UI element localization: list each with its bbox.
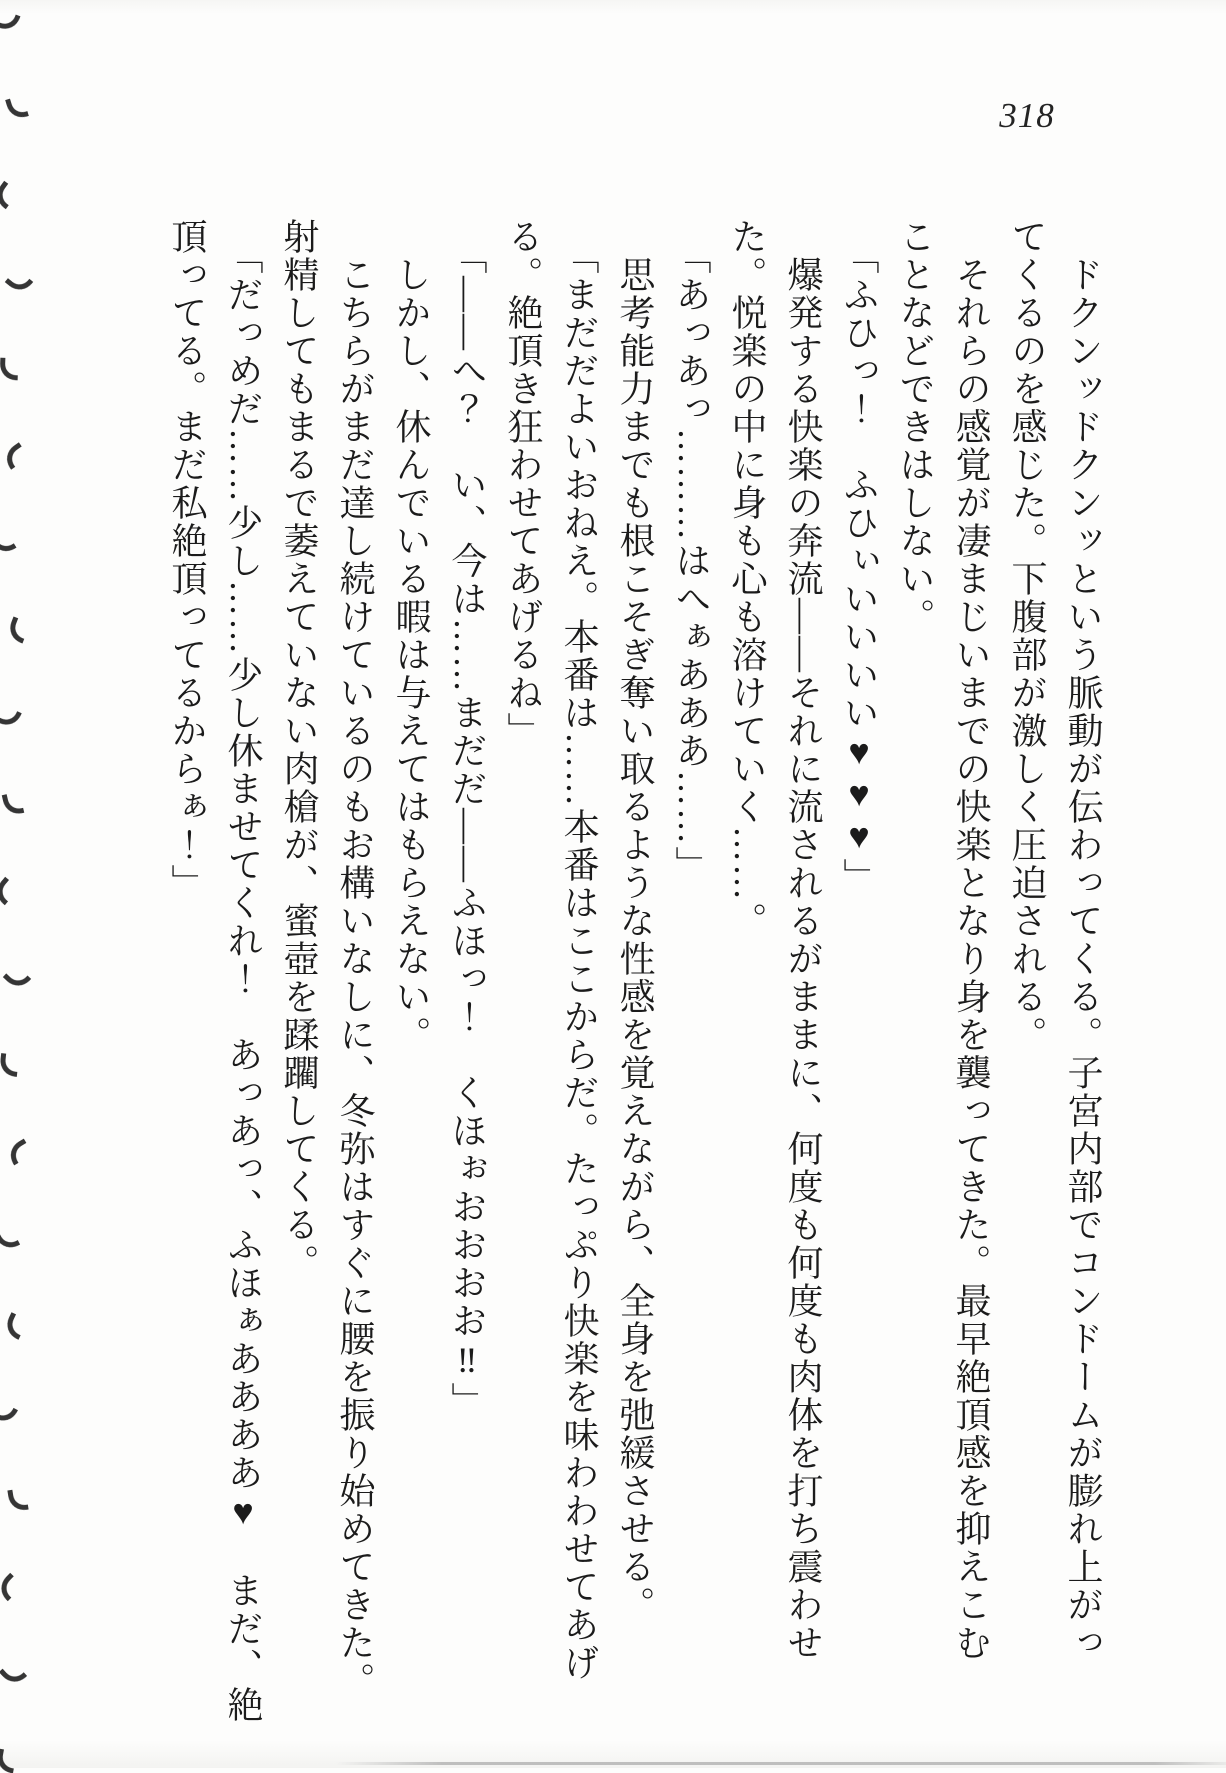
text-column-14: こちらがまだ達し続けているのもお構いなしに、冬弥はすぐに腰を振り始めてきた。 [335,256,375,1700]
text-column-7: た。悦楽の中に身も心も溶けていく……。 [727,218,767,940]
text-column-5: 「ふひっ！ ふひぃいいいい♥♥♥」 [839,238,879,896]
text-column-6: 爆発する快楽の奔流——それに流されるがままに、何度も何度も肉体を打ち震わせ [783,256,823,1662]
page-number: 318 [999,96,1055,135]
text-column-3: それらの感覚が凄まじいまでの快楽となり身を襲ってきた。最早絶頂感を抑えこむ [951,256,991,1662]
text-column-11: る。絶頂き狂わせてあげるね」 [503,218,543,750]
text-column-1: ドクンッドクンッという脈動が伝わってくる。子宮内部でコンドームが膨れ上がっ [1063,256,1103,1662]
text-column-4: ことなどできはしない。 [895,218,935,636]
page-bottom-edge-line [335,1762,1226,1765]
scan-edge-mark [0,1749,17,1773]
text-column-10: 「まだだよいおねえ。本番は……本番はここからだ。たっぷり快楽を味わわせてあげ [559,238,599,1682]
text-column-17: 頂ってる。まだ私絶頂ってるからぁ！」 [167,218,207,902]
text-column-8: 「あっあっ………はへぁあああ……」 [671,238,711,884]
text-column-13: しかし、休んでいる暇は与えてはもらえない。 [391,256,431,1054]
text-column-2: てくるのを感じた。下腹部が激しく圧迫される。 [1007,218,1047,1054]
text-column-12: 「——へ？ い、今は……まだだ——ふほっ！ くほぉおおおお‼」 [447,238,487,1420]
text-column-9: 思考能力までも根こそぎ奪い取るような性感を覚えながら、全身を弛緩させる。 [615,256,655,1624]
text-column-15: 射精してもまるで萎えていない肉槍が、蜜壺を蹂躙してくる。 [279,218,319,1282]
text-column-16: 「だっめだ……少し……少し休ませてくれ！ あっあっ、ふほぁああああ♥ まだ、絶 [223,238,263,1724]
